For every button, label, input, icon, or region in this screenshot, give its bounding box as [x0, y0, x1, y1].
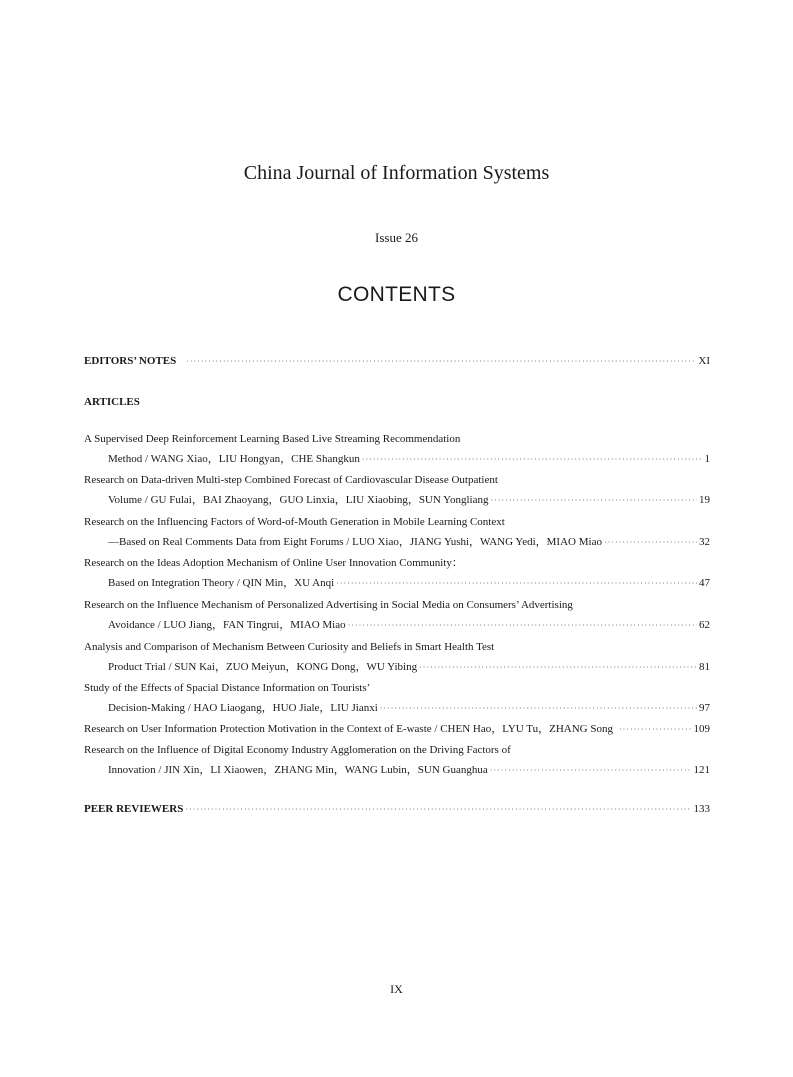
- dot-leader: [619, 722, 692, 737]
- contents-heading: CONTENTS: [337, 283, 456, 306]
- toc-page-number: 109: [693, 723, 710, 735]
- toc-entry-article[interactable]: [108, 701, 710, 716]
- toc-entry-authors-line: Based on Integration Theory / QIN Min，XU Anqi: [108, 577, 335, 589]
- toc-entry-title-line[interactable]: Study of the Effects of Spacial Distance Information on Tourists’: [84, 682, 371, 694]
- toc-entry-authors-line: Volume / GU Fulai，BAI Zhaoyang，GUO Linxia，LIU Xiaobing，SUN Yongliang: [108, 494, 489, 506]
- dot-leader: [348, 618, 697, 633]
- toc-entry-peer-reviewers[interactable]: [84, 802, 710, 817]
- toc-page-number: 121: [693, 764, 710, 776]
- page-folio: IX: [390, 982, 403, 996]
- dot-leader: [419, 660, 697, 675]
- toc-entry-authors-line: Innovation / JIN Xin，LI Xiaowen，ZHANG Min，WANG Lubin，SUN Guanghua: [108, 764, 488, 776]
- toc-entry-title-line[interactable]: Analysis and Comparison of Mechanism Between Curiosity and Beliefs in Smart Health Test: [84, 641, 495, 653]
- toc-entry-title-line: Research on User Information Protection Motivation in the Context of E-waste / CHEN Hao，LYU Tu，ZHANG Song: [84, 723, 613, 735]
- toc-page-number: XI: [698, 355, 710, 367]
- toc-entry-article[interactable]: [108, 660, 710, 675]
- toc-page-number: 133: [693, 803, 710, 815]
- toc-entry-title: EDITORS’ NOTES: [84, 355, 177, 367]
- toc-page-number: 81: [699, 661, 710, 673]
- dot-leader: [362, 452, 703, 467]
- toc-entry-article[interactable]: [108, 763, 710, 778]
- toc-entry-article[interactable]: [108, 576, 710, 591]
- dot-leader: [491, 493, 698, 508]
- toc-entry-authors-line: Method / WANG Xiao，LIU Hongyan，CHE Shangkun: [108, 453, 360, 465]
- toc-entry-authors-line: Product Trial / SUN Kai，ZUO Meiyun，KONG Dong，WU Yibing: [108, 661, 418, 673]
- toc-entry-title-line[interactable]: Research on the Influence Mechanism of Personalized Advertising in Social Media on Consumers’ Advertising: [84, 599, 573, 611]
- toc-entry-article[interactable]: [108, 535, 710, 550]
- toc-page-number: 1: [704, 453, 710, 465]
- toc-entry-authors-line: Avoidance / LUO Jiang，FAN Tingrui，MIAO Miao: [108, 619, 346, 631]
- toc-page-number: 97: [699, 702, 710, 714]
- toc-page-number: 19: [699, 494, 710, 506]
- toc-entry-article[interactable]: [84, 722, 710, 737]
- toc-page-number: 32: [699, 536, 710, 548]
- dot-leader: [604, 535, 697, 550]
- dot-leader: [186, 354, 696, 369]
- toc-entry-title-line[interactable]: Research on the Ideas Adoption Mechanism of Online User Innovation Community：: [84, 557, 463, 569]
- toc-entry-article[interactable]: [108, 493, 710, 508]
- toc-page-number: 62: [699, 619, 710, 631]
- toc-entry-authors-line: —Based on Real Comments Data from Eight Forums / LUO Xiao，JIANG Yushi，WANG Yedi，MIAO Miao: [108, 536, 602, 548]
- toc-entry-title-line[interactable]: Research on the Influencing Factors of Word-of-Mouth Generation in Mobile Learning Context: [84, 516, 505, 528]
- toc-entry-article[interactable]: [108, 618, 710, 633]
- dot-leader: [490, 763, 692, 778]
- issue-number: Issue 26: [375, 230, 418, 245]
- articles-heading: ARTICLES: [84, 396, 140, 408]
- dot-leader: [380, 701, 697, 716]
- dot-leader: [185, 802, 691, 817]
- toc-entry-title: PEER REVIEWERS: [84, 803, 184, 815]
- toc-entry-editors-notes[interactable]: [84, 354, 710, 369]
- toc-page-number: 47: [699, 577, 710, 589]
- journal-title: China Journal of Information Systems: [243, 162, 550, 184]
- toc-entry-authors-line: Decision-Making / HAO Liaogang，HUO Jiale，LIU Jianxi: [108, 702, 378, 714]
- dot-leader: [336, 576, 697, 591]
- toc-entry-title-line[interactable]: A Supervised Deep Reinforcement Learning Based Live Streaming Recommendation: [84, 433, 461, 445]
- toc-entry-article[interactable]: [108, 452, 710, 467]
- toc-entry-title-line[interactable]: Research on Data-driven Multi-step Combined Forecast of Cardiovascular Disease Outpatient: [84, 474, 498, 486]
- toc-entry-title-line[interactable]: Research on the Influence of Digital Economy Industry Agglomeration on the Driving Factors of: [84, 744, 511, 756]
